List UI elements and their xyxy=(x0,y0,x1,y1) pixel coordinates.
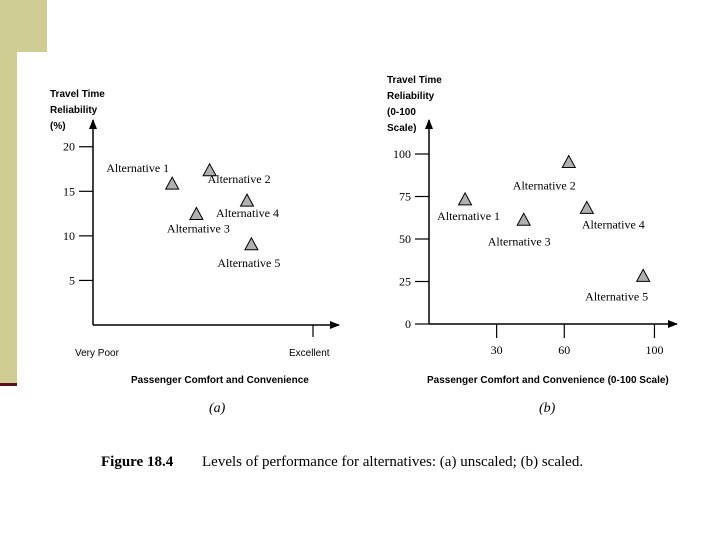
panel-b-x-tick-label: 30 xyxy=(490,343,503,357)
panel-a-ylabel-line: Reliability xyxy=(50,105,98,116)
panel-b-x-tick-label: 100 xyxy=(645,343,664,357)
figure-svg xyxy=(17,52,703,482)
panel-b-point-label: Alternative 5 xyxy=(585,289,649,304)
figure-number: Figure 18.4 xyxy=(101,454,174,470)
panel-a-point-label: Alternative 1 xyxy=(106,161,170,176)
panel-a-y-ticks xyxy=(63,140,93,288)
panel-a-point-marker xyxy=(241,194,254,206)
panel-b-label: (b) xyxy=(539,401,556,416)
panel-b-ylabel xyxy=(387,75,442,134)
panel-b-ylabel-line: (0-100 xyxy=(387,107,416,118)
panel-a-y-tick-label: 10 xyxy=(63,228,75,243)
panel-b-y-tick-label: 100 xyxy=(393,147,411,161)
panel-b-xlabel: Passenger Comfort and Convenience (0-100 Scale) xyxy=(427,375,669,386)
panel-b-point-marker xyxy=(517,213,530,225)
panel-a-label: (a) xyxy=(209,401,226,416)
panel-a-y-tick-label: 5 xyxy=(69,273,75,288)
panel-a-point-marker xyxy=(245,238,258,250)
panel-b-ylabel-line: Scale) xyxy=(387,123,417,134)
figure-caption: Levels of performance for alternatives: (a) unscaled; (b) scaled. xyxy=(202,454,584,470)
panel-b-x-tick-label: 60 xyxy=(558,343,571,357)
panel-a-point-marker xyxy=(190,207,203,219)
panel-b-point-marker xyxy=(637,269,650,281)
panel-a-point-label: Alternative 5 xyxy=(217,255,281,270)
panel-b-y-tick-label: 75 xyxy=(399,189,411,204)
panel-b-x-ticks xyxy=(491,324,664,357)
panel-a-ylabel-line: (%) xyxy=(50,121,66,132)
panel-a-point-marker xyxy=(166,177,179,189)
panel-a-point-label: Alternative 4 xyxy=(216,206,279,221)
panel-b-y-tick-label: 25 xyxy=(399,274,411,289)
panel-a-point-label: Alternative 2 xyxy=(207,171,271,186)
panel-a-points xyxy=(106,161,280,270)
panel-b-point-marker xyxy=(580,201,593,213)
panel-b-ylabel-line: Reliability xyxy=(387,91,435,102)
panel-a-x-tick-label: Excellent xyxy=(289,348,330,359)
panel-b-point-label: Alternative 2 xyxy=(512,178,576,193)
panel-a-ylabel-line: Travel Time xyxy=(50,89,105,100)
panel-b-ylabel-line: Travel Time xyxy=(387,75,442,86)
panel-b-point-marker xyxy=(459,193,472,205)
panel-b-point-marker xyxy=(562,156,575,168)
panel-b-y-tick-label: 0 xyxy=(405,317,411,331)
panel-a-ylabel xyxy=(50,89,105,132)
panel-a-y-tick-label: 20 xyxy=(63,139,75,154)
panel-a-point-label: Alternative 3 xyxy=(166,221,230,236)
figure-panel xyxy=(17,52,703,482)
panel-b-point-label: Alternative 3 xyxy=(487,234,551,249)
panel-a-y-tick-label: 15 xyxy=(63,184,75,199)
panel-a-x-tick-label: Very Poor xyxy=(75,348,119,359)
panel-a-xlabel: Passenger Comfort and Convenience xyxy=(131,375,309,386)
panel-b-y-ticks xyxy=(393,147,429,331)
panel-b-point-label: Alternative 4 xyxy=(581,217,645,232)
panel-b-point-label: Alternative 1 xyxy=(437,208,501,223)
panel-b-points xyxy=(437,156,650,304)
panel-b-y-tick-label: 50 xyxy=(399,232,411,246)
